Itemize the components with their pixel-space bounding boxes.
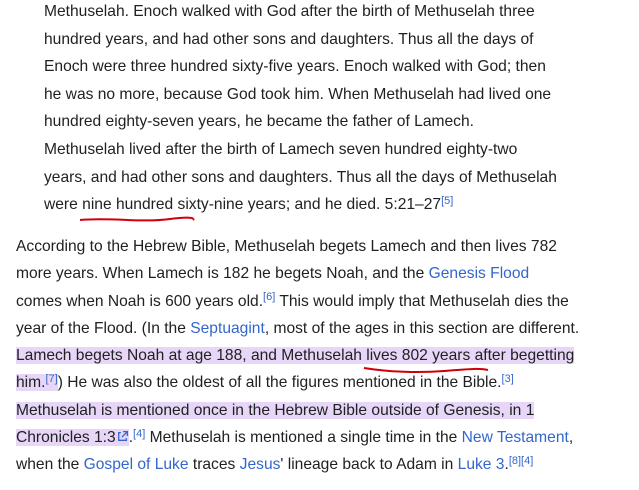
reference-4[interactable] bbox=[133, 428, 145, 440]
reference-link[interactable]: [4] bbox=[133, 427, 146, 440]
reference-4b[interactable] bbox=[521, 455, 533, 467]
quote-line: Methuselah lived after the birth of Lamech seven hundred eighty-two bbox=[44, 140, 518, 158]
reference-link[interactable]: [7] bbox=[45, 372, 58, 385]
quote-line: years, and had other sons and daughters. Thus all the days of Methuselah bbox=[44, 168, 557, 186]
quote-line-last bbox=[44, 191, 624, 219]
text-segment: ' lineage back to Adam in bbox=[280, 456, 458, 474]
para-line-highlighted bbox=[16, 369, 638, 396]
para-line-highlighted bbox=[16, 397, 638, 424]
annotated-nine-hundred bbox=[82, 191, 173, 219]
reference-5[interactable] bbox=[441, 195, 453, 207]
text-segment: lives 802 years bbox=[366, 347, 471, 365]
text-segment: traces bbox=[188, 456, 240, 474]
text-segment: comes when Noah is 600 years old. bbox=[16, 292, 264, 310]
red-underline-mark bbox=[80, 216, 195, 224]
link-jesus[interactable]: Jesus bbox=[239, 456, 281, 474]
highlight-span bbox=[16, 347, 574, 364]
para-line-highlighted bbox=[16, 342, 638, 369]
para-line bbox=[16, 288, 638, 315]
red-underline-mark bbox=[364, 366, 488, 374]
link-luke-3[interactable]: Luke 3 bbox=[457, 456, 505, 474]
link-septuagint[interactable]: Septuagint bbox=[190, 319, 265, 337]
reference-link[interactable]: [8] bbox=[508, 454, 522, 467]
link-new-testament[interactable]: New Testament bbox=[461, 429, 569, 447]
quote-line: hundred eighty-seven years, he became the father of Lamech. bbox=[44, 113, 474, 131]
text-segment: year of the Flood. (In the bbox=[16, 319, 191, 337]
quote-line: he was no more, because God took him. When Methuselah had lived one bbox=[44, 85, 552, 103]
reference-link[interactable]: [4] bbox=[521, 454, 534, 467]
blockquote-genesis bbox=[44, 0, 624, 219]
reference-link[interactable]: [3] bbox=[501, 372, 514, 385]
text-segment: This would imply that Methuselah dies the bbox=[275, 292, 569, 310]
link-gospel-of-luke[interactable]: Gospel of Luke bbox=[83, 456, 189, 474]
quote-line: hundred years, and had other sons and daughters. Thus all the days of bbox=[44, 30, 534, 48]
external-link-icon[interactable] bbox=[116, 430, 129, 443]
annotated-lives-802-years bbox=[366, 342, 470, 369]
reference-3[interactable] bbox=[502, 373, 514, 385]
para-line bbox=[16, 315, 638, 342]
text-segment: were bbox=[44, 196, 83, 214]
link-genesis-flood[interactable]: Genesis Flood bbox=[428, 265, 530, 283]
reference-7[interactable] bbox=[45, 373, 57, 385]
text-segment: sixty-nine years; and he died. 5:21–27 bbox=[173, 196, 442, 214]
highlight-span bbox=[16, 429, 129, 446]
text-segment: nine hundred bbox=[82, 196, 174, 214]
text-segment: . bbox=[128, 429, 134, 447]
text-segment: after begetting bbox=[470, 347, 575, 365]
text-segment: when the bbox=[16, 456, 84, 474]
para-line bbox=[16, 260, 638, 287]
paragraph-hebrew-bible bbox=[16, 233, 638, 479]
quote-line: Methuselah. Enoch walked with God after the birth of Methuselah three bbox=[44, 3, 535, 20]
reference-link[interactable]: [5] bbox=[441, 194, 454, 207]
text-segment: , bbox=[568, 429, 574, 447]
text-segment: more years. When Lamech is 182 he begets Noah, and the bbox=[16, 265, 429, 283]
text-segment: . bbox=[504, 456, 509, 474]
para-line: According to the Hebrew Bible, Methuselah begets Lamech and then lives 782 bbox=[16, 238, 557, 255]
text-segment: Chronicles 1:3 bbox=[16, 429, 116, 447]
text-segment: him. bbox=[16, 374, 46, 392]
reference-8[interactable] bbox=[509, 455, 521, 467]
text-segment: ) He was also the oldest of all the figures mentioned in the Bible. bbox=[57, 374, 502, 392]
text-segment: , most of the ages in this section are different. bbox=[264, 319, 580, 337]
text-segment: Methuselah is mentioned a single time in the bbox=[145, 429, 462, 447]
highlight-span bbox=[16, 374, 58, 391]
quote-line: Enoch were three hundred sixty-five years. Enoch walked with God; then bbox=[44, 58, 546, 76]
reference-link[interactable]: [6] bbox=[263, 291, 276, 304]
para-line bbox=[16, 424, 638, 451]
para-line bbox=[16, 451, 638, 478]
text-segment: Lamech begets Noah at age 188, and Methuselah bbox=[16, 347, 367, 365]
reference-6[interactable] bbox=[263, 291, 275, 303]
highlight-span: Methuselah is mentioned once in the Hebrew Bible outside of Genesis, in 1 bbox=[16, 401, 535, 419]
